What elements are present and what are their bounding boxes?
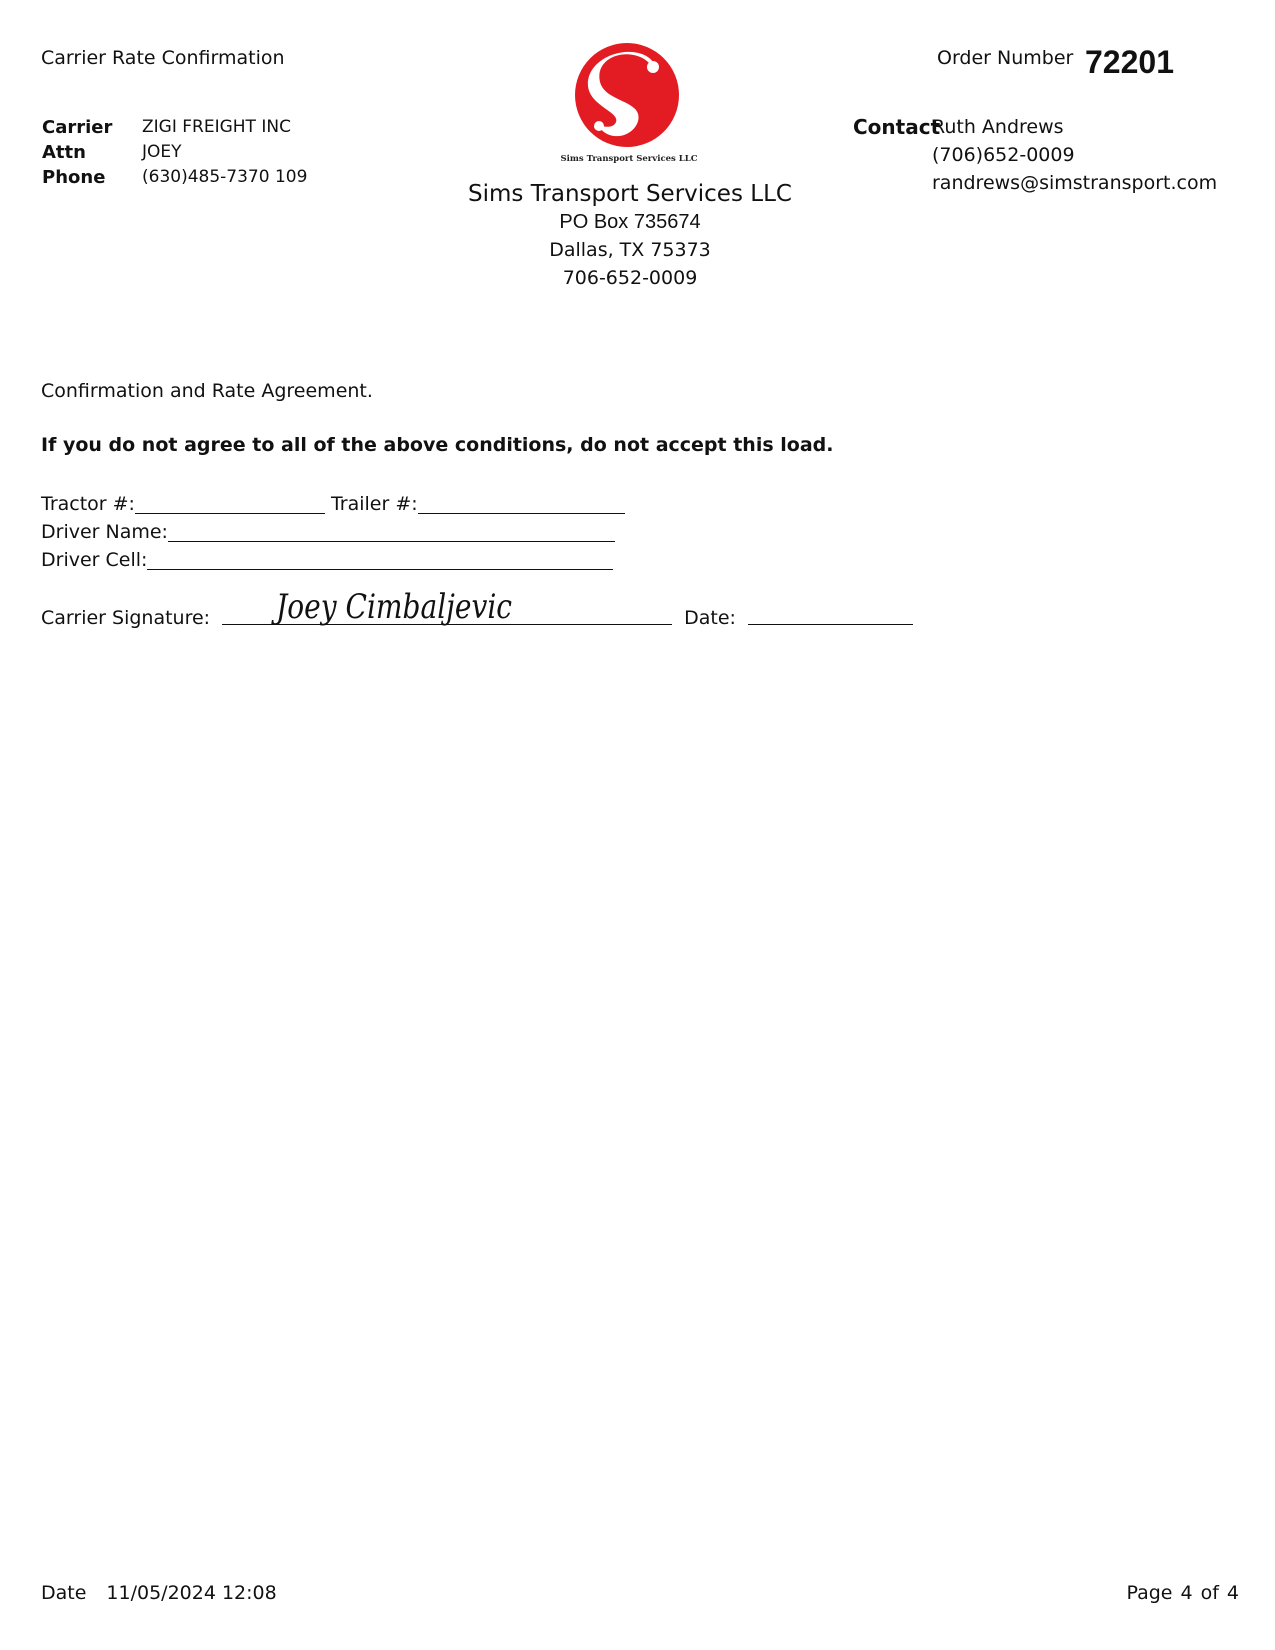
driver-cell-field[interactable]: [147, 551, 613, 570]
carrier-signature-label: Carrier Signature:: [41, 607, 211, 629]
driver-fields: [41, 490, 625, 574]
carrier-row: [42, 115, 307, 140]
driver-cell-label: Driver Cell:: [41, 549, 148, 571]
tractor-label: Tractor #:: [41, 493, 135, 515]
phone-row: [42, 165, 307, 190]
logo-caption: Sims Transport Services LLC: [560, 154, 698, 164]
page-indicator: [1126, 1582, 1239, 1604]
document-title: Carrier Rate Confirmation: [41, 47, 285, 69]
attn-value: JOEY: [142, 142, 182, 162]
footer-date: [41, 1582, 277, 1604]
logo-swirl-bottom: [594, 121, 604, 131]
phone-label: Phone: [42, 167, 106, 188]
date-label: Date:: [684, 607, 736, 629]
company-phone: 706-652-0009: [562, 267, 698, 289]
company-info: [430, 180, 830, 292]
contact-info: [853, 113, 1217, 197]
footer-date-label: Date: [41, 1582, 87, 1604]
driver-name-field[interactable]: [168, 523, 615, 542]
company-city-state-zip: Dallas, TX 75373: [549, 239, 711, 261]
contact-row: [853, 113, 1217, 141]
tractor-trailer-row: [41, 490, 625, 518]
warning-text: If you do not agree to all of the above conditions, do not accept this load.: [41, 434, 834, 456]
company-name: Sims Transport Services LLC: [468, 181, 792, 207]
signature-row: [41, 587, 913, 629]
carrier-info: [42, 115, 307, 190]
logo-swirl-top: [647, 61, 659, 73]
driver-name-row: [41, 518, 625, 546]
contact-email: randrews@simstransport.com: [932, 172, 1218, 194]
driver-cell-row: [41, 546, 625, 574]
carrier-value: ZIGI FREIGHT INC: [142, 117, 291, 137]
company-po-box: PO Box 735674: [559, 211, 701, 233]
carrier-label: Carrier: [42, 117, 113, 138]
agreement-text: Confirmation and Rate Agreement.: [41, 380, 373, 402]
tractor-field[interactable]: [135, 495, 325, 514]
order-number: 72201: [1085, 44, 1174, 80]
driver-name-label: Driver Name:: [41, 521, 168, 543]
attn-label: Attn: [42, 142, 86, 163]
contact-name: Ruth Andrews: [932, 116, 1064, 138]
contact-phone: (706)652-0009: [932, 144, 1075, 166]
trailer-label: Trailer #:: [330, 493, 418, 515]
contact-label: Contact: [853, 115, 941, 139]
signature: [272, 580, 517, 640]
attn-row: [42, 140, 307, 165]
company-logo: [560, 40, 698, 168]
order-number-label: Order Number: [937, 47, 1074, 69]
footer-date-value: 11/05/2024 12:08: [106, 1582, 277, 1604]
page-total: 4: [1226, 1582, 1239, 1604]
page-label: Page: [1126, 1582, 1173, 1604]
signature-text: Joey Cimbaljevic: [271, 587, 513, 627]
carrier-signature-field[interactable]: [222, 587, 672, 627]
trailer-field[interactable]: [418, 495, 625, 514]
date-field[interactable]: [748, 606, 913, 625]
page-of: of: [1200, 1582, 1219, 1604]
page-current: 4: [1180, 1582, 1193, 1604]
phone-value: (630)485-7370 109: [142, 167, 308, 187]
